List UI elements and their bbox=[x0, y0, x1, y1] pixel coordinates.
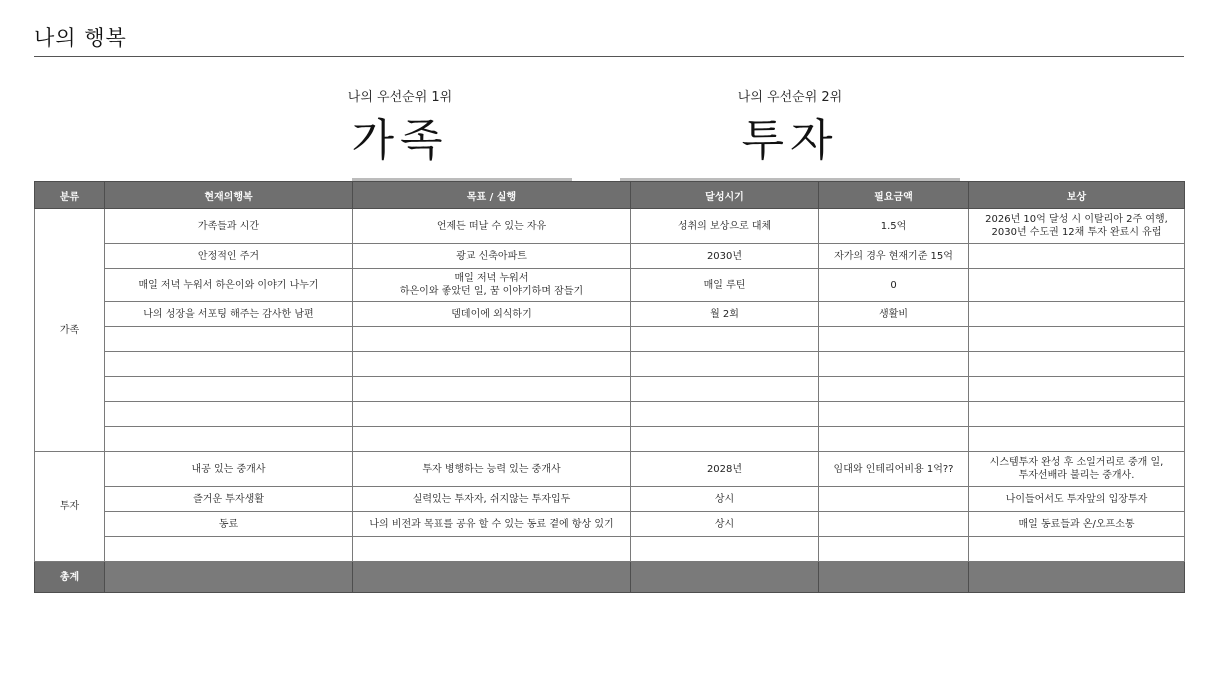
table-row bbox=[35, 209, 1185, 244]
table-cell bbox=[969, 402, 1185, 427]
table-cell bbox=[631, 402, 819, 427]
category-cell: 투자 bbox=[35, 452, 105, 562]
table-cell: 상시 bbox=[631, 487, 819, 512]
table-cell bbox=[819, 352, 969, 377]
table-cell bbox=[105, 352, 353, 377]
table-row bbox=[35, 452, 1185, 487]
table-cell: 임대와 인테리어비용 1억?? bbox=[819, 452, 969, 487]
table-cell bbox=[969, 427, 1185, 452]
total-cell bbox=[631, 562, 819, 593]
table-cell: 생활비 bbox=[819, 302, 969, 327]
total-cell bbox=[353, 562, 631, 593]
table-row bbox=[35, 402, 1185, 427]
table-cell bbox=[353, 537, 631, 562]
table-cell bbox=[105, 427, 353, 452]
table-cell bbox=[969, 302, 1185, 327]
table-cell: 1.5억 bbox=[819, 209, 969, 244]
priority-1-value: 가족 bbox=[351, 115, 449, 166]
table-cell bbox=[819, 327, 969, 352]
table-cell: 월 2회 bbox=[631, 302, 819, 327]
table-row bbox=[35, 269, 1185, 302]
table-cell: 즐거운 투자생활 bbox=[105, 487, 353, 512]
table-cell bbox=[819, 427, 969, 452]
table-cell bbox=[819, 537, 969, 562]
table-cell bbox=[631, 327, 819, 352]
table-cell: 0 bbox=[819, 269, 969, 302]
table-cell bbox=[969, 327, 1185, 352]
table-cell: 2028년 bbox=[631, 452, 819, 487]
table-cell bbox=[353, 327, 631, 352]
priority-2-block bbox=[690, 86, 890, 167]
total-label: 총계 bbox=[35, 562, 105, 593]
table-cell: 나의 비전과 목표를 공유 할 수 있는 동료 곁에 항상 있기 bbox=[353, 512, 631, 537]
total-cell bbox=[105, 562, 353, 593]
table-cell: 뎀데이에 외식하기 bbox=[353, 302, 631, 327]
table-cell bbox=[353, 377, 631, 402]
priority-1-label: 나의 우선순위 1위 bbox=[347, 90, 453, 105]
table-cell bbox=[819, 487, 969, 512]
table-row bbox=[35, 327, 1185, 352]
table-cell bbox=[353, 352, 631, 377]
category-cell: 가족 bbox=[35, 209, 105, 452]
total-row bbox=[35, 562, 1185, 593]
table-header-row bbox=[35, 182, 1185, 209]
table-cell: 투자 병행하는 능력 있는 중개사 bbox=[353, 452, 631, 487]
priority-1-block bbox=[300, 86, 500, 167]
happiness-table bbox=[34, 181, 1185, 593]
table-cell: 시스템투자 완성 후 소일거리로 중개 일, 투자선배라 불리는 중개사. bbox=[969, 452, 1185, 487]
table-cell: 매일 루틴 bbox=[631, 269, 819, 302]
table-cell: 2026년 10억 달성 시 이탈리아 2주 여행, 2030년 수도권 12채 투자 완료시 유럽 bbox=[969, 209, 1185, 244]
table-cell bbox=[105, 402, 353, 427]
table-row bbox=[35, 352, 1185, 377]
table-cell: 나의 성장을 서포팅 해주는 감사한 남편 bbox=[105, 302, 353, 327]
table-cell: 실력있는 투자자, 쉬지않는 투자입두 bbox=[353, 487, 631, 512]
page-title: 나의 행복 bbox=[34, 26, 127, 50]
table-cell bbox=[969, 244, 1185, 269]
priority-2-value: 투자 bbox=[741, 115, 839, 166]
table-cell: 상시 bbox=[631, 512, 819, 537]
table-cell: 나이들어서도 투자앞의 입장투자 bbox=[969, 487, 1185, 512]
table-row bbox=[35, 487, 1185, 512]
total-cell bbox=[819, 562, 969, 593]
table-cell: 언제든 떠날 수 있는 자유 bbox=[353, 209, 631, 244]
table-row bbox=[35, 302, 1185, 327]
table-cell: 자가의 경우 현재기준 15억 bbox=[819, 244, 969, 269]
table-row bbox=[35, 537, 1185, 562]
table-cell bbox=[631, 537, 819, 562]
table-cell: 2030년 bbox=[631, 244, 819, 269]
table-cell: 매일 동료들과 온/오프소통 bbox=[969, 512, 1185, 537]
table-cell: 매일 저녁 누워서 하은이와 이야기 나누기 bbox=[105, 269, 353, 302]
priority-2-label: 나의 우선순위 2위 bbox=[737, 90, 843, 105]
table-cell: 성취의 보상으로 대체 bbox=[631, 209, 819, 244]
table-cell bbox=[631, 427, 819, 452]
col-header-goal: 목표 / 실행 bbox=[353, 182, 631, 209]
table-cell: 가족들과 시간 bbox=[105, 209, 353, 244]
table-cell bbox=[819, 402, 969, 427]
table-row bbox=[35, 427, 1185, 452]
col-header-timeline: 달성시기 bbox=[631, 182, 819, 209]
title-divider bbox=[34, 56, 1184, 57]
table-row bbox=[35, 377, 1185, 402]
table-row bbox=[35, 512, 1185, 537]
table-cell bbox=[631, 352, 819, 377]
table-cell: 동료 bbox=[105, 512, 353, 537]
table-cell bbox=[105, 537, 353, 562]
table-cell bbox=[969, 537, 1185, 562]
table-cell: 내공 있는 중개사 bbox=[105, 452, 353, 487]
table-row bbox=[35, 244, 1185, 269]
table-body bbox=[35, 209, 1185, 593]
col-header-required-amount: 필요금액 bbox=[819, 182, 969, 209]
table-cell bbox=[105, 327, 353, 352]
table-cell: 매일 저녁 누워서 하은이와 좋았던 일, 꿈 이야기하며 잠들기 bbox=[353, 269, 631, 302]
table-cell bbox=[819, 512, 969, 537]
table-cell bbox=[969, 352, 1185, 377]
table-cell bbox=[631, 377, 819, 402]
col-header-current-happiness: 현재의행복 bbox=[105, 182, 353, 209]
table-cell: 광교 신축아파트 bbox=[353, 244, 631, 269]
col-header-reward: 보상 bbox=[969, 182, 1185, 209]
table-cell bbox=[969, 377, 1185, 402]
table-cell bbox=[969, 269, 1185, 302]
table-cell bbox=[353, 427, 631, 452]
total-cell bbox=[969, 562, 1185, 593]
table-cell bbox=[105, 377, 353, 402]
col-header-category: 분류 bbox=[35, 182, 105, 209]
table-cell bbox=[819, 377, 969, 402]
table-cell bbox=[353, 402, 631, 427]
table-cell: 안정적인 주거 bbox=[105, 244, 353, 269]
